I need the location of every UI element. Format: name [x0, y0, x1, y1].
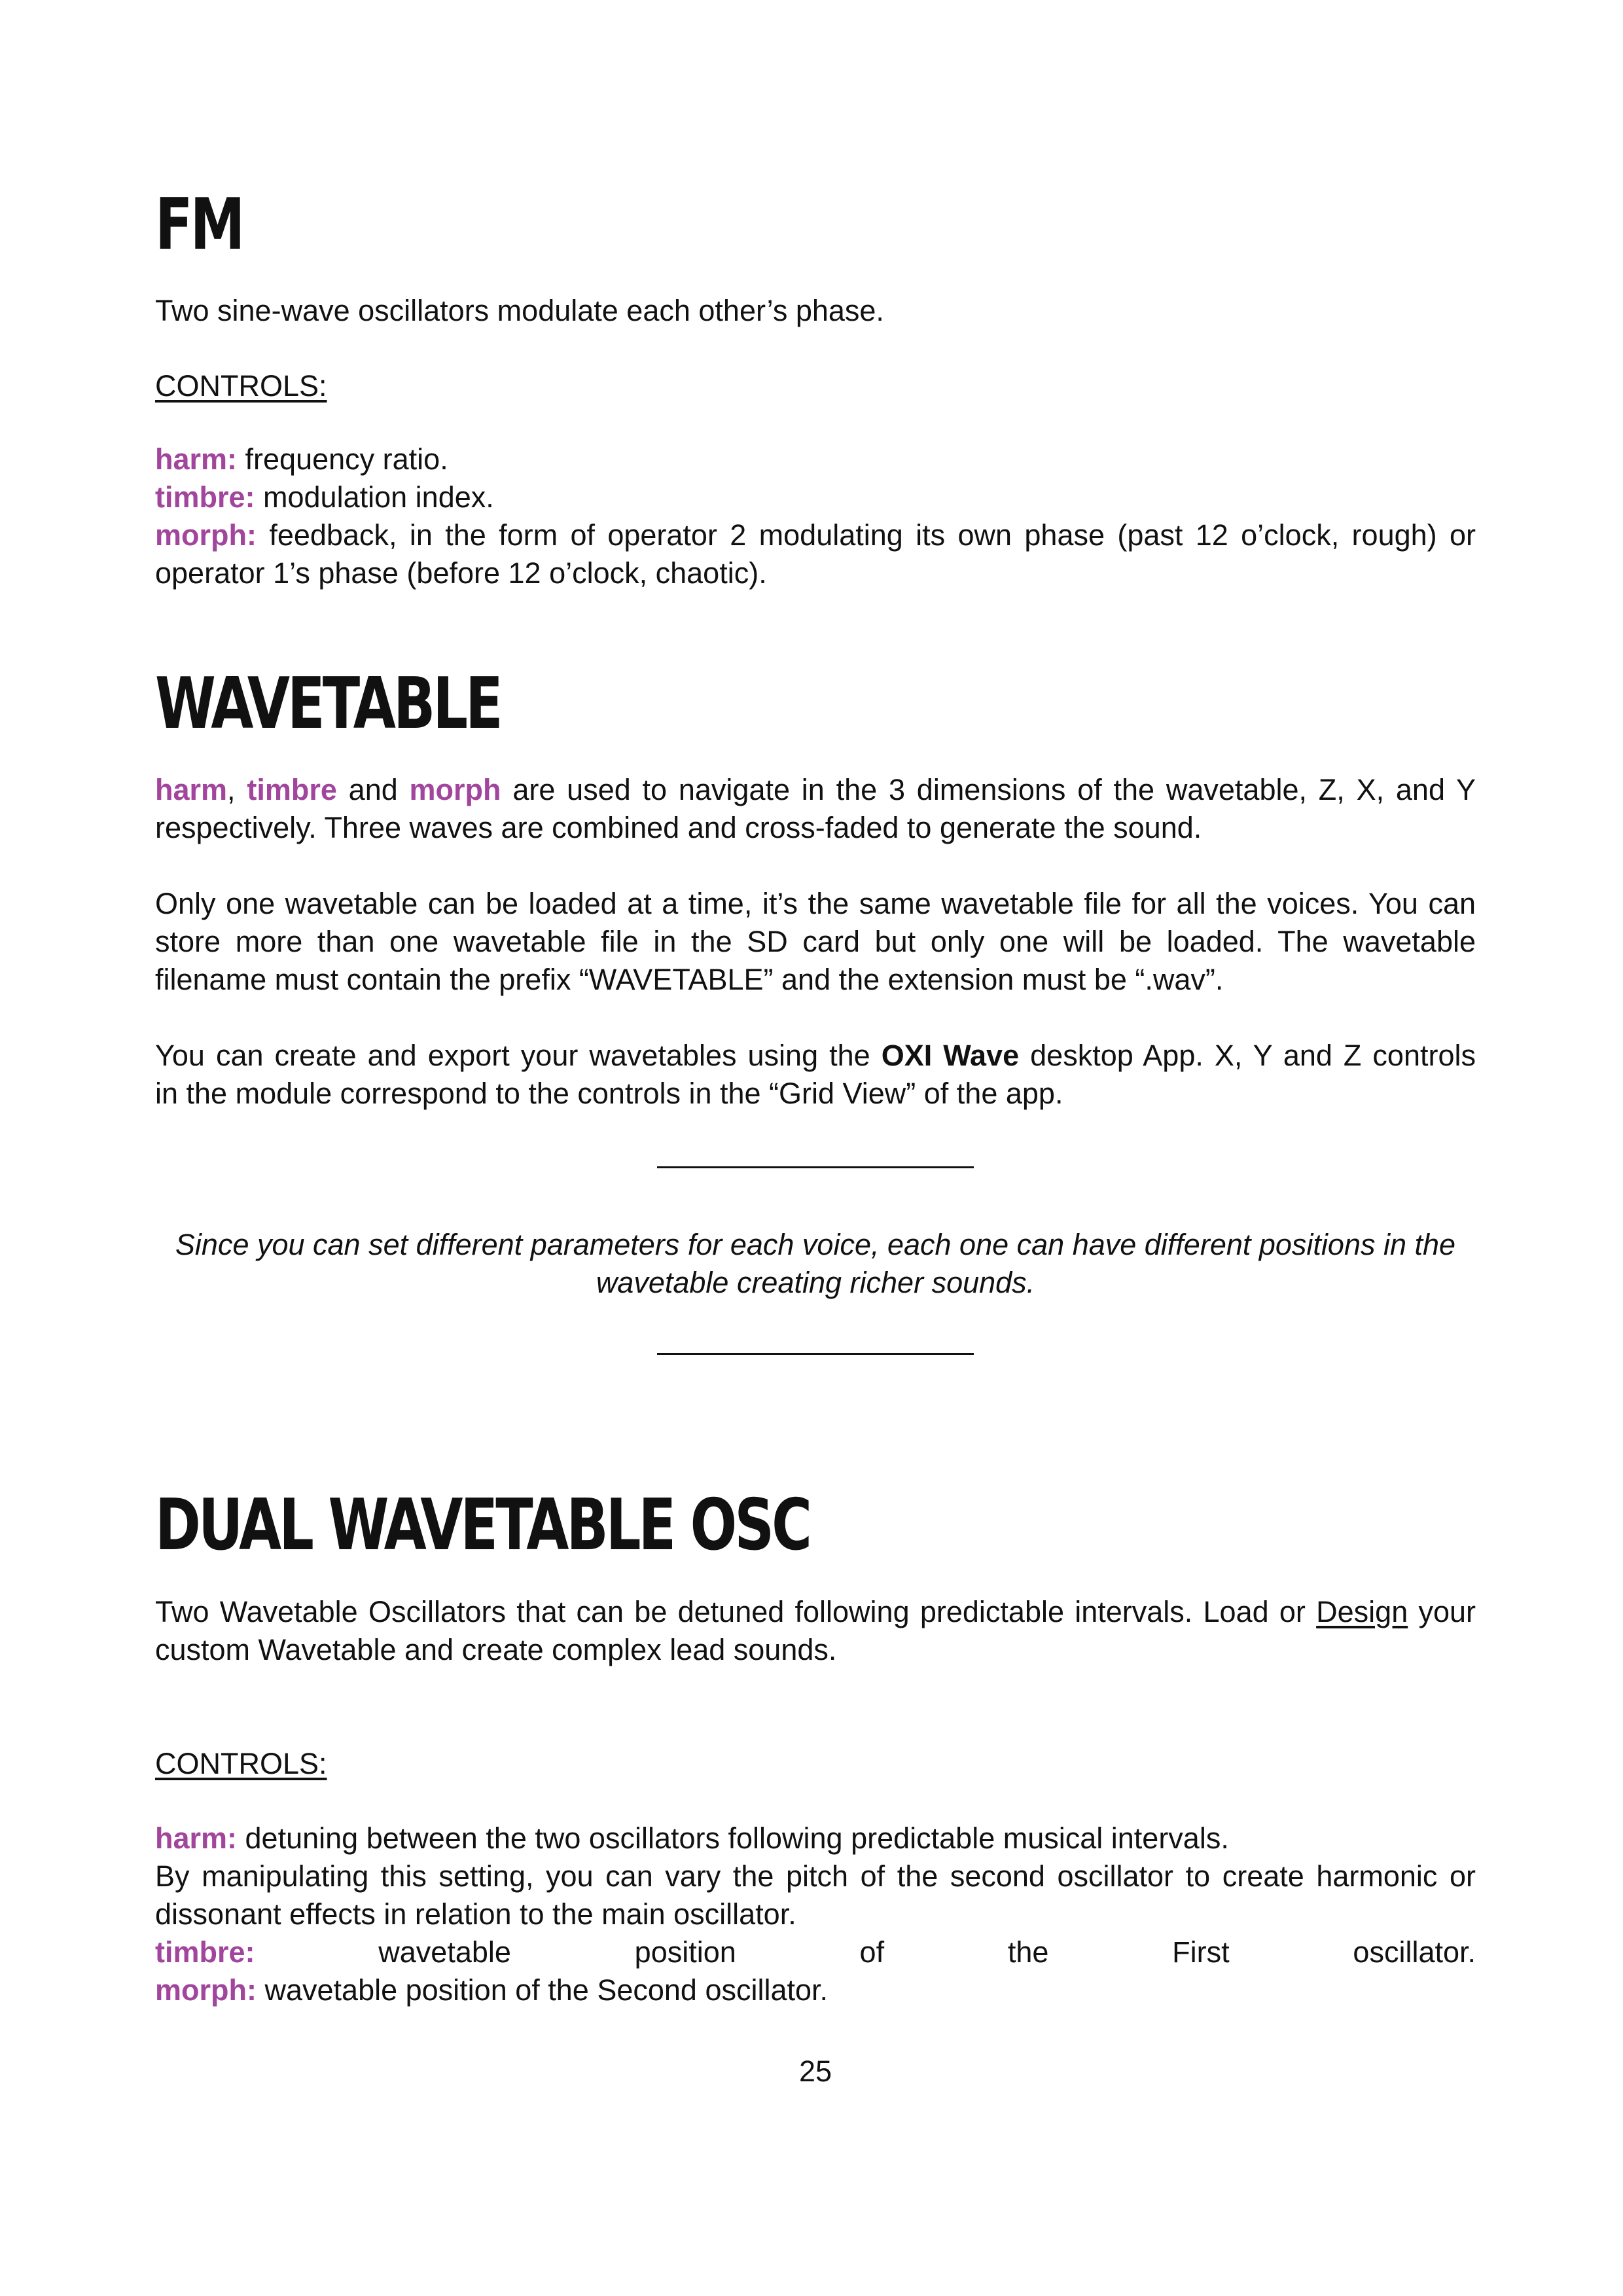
wavetable-paragraph-3: [155, 1037, 1476, 1113]
fm-harm-text: frequency ratio.: [237, 442, 448, 476]
wavetable-p3-post: desktop App. X, Y and Z controls: [1019, 1039, 1476, 1072]
dual-harm-key: harm:: [155, 1821, 238, 1855]
wavetable-p3-line2: in the module correspond to the controls in the “Grid View” of the app.: [155, 1077, 1063, 1110]
design-link[interactable]: Design: [1316, 1595, 1408, 1628]
wavetable-p2-line3: filename must contain the prefix “WAVETABLE” and the extension must be “.wav”.: [155, 963, 1224, 996]
wavetable-morph-key: morph: [409, 773, 501, 806]
wavetable-p3-line1: [155, 1037, 1476, 1075]
wavetable-heading: WAVETABLE: [155, 663, 501, 745]
dual-controls-list: [155, 1820, 1476, 2009]
fm-morph-line: [155, 516, 1476, 554]
dual-harm-text: detuning between the two oscillators following predictable musical intervals.: [237, 1821, 1229, 1855]
dual-harm-line2: By manipulating this setting, you can vary the pitch of the second oscillator to create harmonic or: [155, 1859, 1476, 1893]
dual-controls-label-text: CONTROLS:: [155, 1747, 327, 1780]
fm-timbre-key: timbre:: [155, 480, 255, 514]
page-number: 25: [798, 2054, 832, 2088]
wavetable-p2-line2: store more than one wavetable file in the SD card but only one will be loaded. The wavetable: [155, 925, 1476, 958]
dual-harm-line: [155, 1820, 1476, 1857]
fm-timbre-line: [155, 478, 1476, 516]
dual-controls-label: [155, 1745, 1476, 1783]
dual-morph-key: morph:: [155, 1973, 257, 2007]
wavetable-note-line2: wavetable creating richer sounds.: [596, 1266, 1035, 1299]
dual-heading: DUAL WAVETABLE OSC: [155, 1484, 810, 1566]
dual-intro-line1: [155, 1593, 1476, 1631]
oxi-wave-app-name: OXI Wave: [881, 1039, 1020, 1072]
fm-heading: FM: [155, 184, 243, 266]
wavetable-note: [155, 1226, 1476, 1302]
fm-intro: [155, 292, 1476, 330]
fm-harm-key: harm:: [155, 442, 238, 476]
dual-timbre-key: timbre:: [155, 1935, 255, 1969]
divider-bottom: [657, 1353, 974, 1355]
wavetable-note-line1: Since you can set different parameters for each voice, each one can have different positions in the: [175, 1228, 1456, 1261]
wavetable-p3-pre: You can create and export your wavetables using the: [155, 1039, 882, 1072]
dual-morph-line: [155, 1971, 1476, 2009]
wavetable-p1-line2: respectively. Three waves are combined and cross-faded to generate the sound.: [155, 811, 1202, 844]
fm-harm-line: [155, 440, 1476, 478]
wavetable-p1-comma: ,: [227, 773, 247, 806]
wavetable-p1-and: and: [336, 773, 410, 806]
divider-top: [657, 1166, 974, 1168]
dual-intro-post: your: [1408, 1595, 1476, 1628]
wavetable-harm-key: harm: [155, 773, 228, 806]
wavetable-paragraph-2: [155, 885, 1476, 999]
fm-timbre-text: modulation index.: [255, 480, 494, 514]
fm-controls-list: [155, 440, 1476, 592]
fm-morph-key: morph:: [155, 518, 257, 552]
fm-controls-label-text: CONTROLS:: [155, 369, 327, 403]
dual-timbre-line: [155, 1933, 1476, 1971]
dual-harm-line3: dissonant effects in relation to the main oscillator.: [155, 1897, 796, 1931]
fm-morph-line-2: operator 1’s phase (before 12 o’clock, chaotic).: [155, 556, 767, 590]
fm-intro-text: Two sine-wave oscillators modulate each other’s phase.: [155, 294, 884, 327]
wavetable-paragraph-1: [155, 771, 1476, 847]
dual-intro: [155, 1593, 1476, 1669]
dual-morph-text: wavetable position of the Second oscillator.: [256, 1973, 829, 2007]
wavetable-timbre-key: timbre: [247, 773, 337, 806]
dual-timbre-text: wavetable position of the First oscillator.: [255, 1935, 1476, 1969]
dual-intro-line2: custom Wavetable and create complex lead sounds.: [155, 1633, 837, 1666]
dual-intro-pre: Two Wavetable Oscillators that can be detuned following predictable intervals. Load or: [155, 1595, 1317, 1628]
fm-controls-label: [155, 367, 1476, 405]
fm-morph-text-1: feedback, in the form of operator 2 modulating its own phase (past 12 o’clock, rough) or: [256, 518, 1476, 552]
wavetable-p2-line1: Only one wavetable can be loaded at a time, it’s the same wavetable file for all the voices. You can: [155, 887, 1476, 920]
wavetable-p1-rest: are used to navigate in the 3 dimensions of the wavetable, Z, X, and Y: [501, 773, 1476, 806]
wavetable-p1-line1: [155, 771, 1476, 809]
